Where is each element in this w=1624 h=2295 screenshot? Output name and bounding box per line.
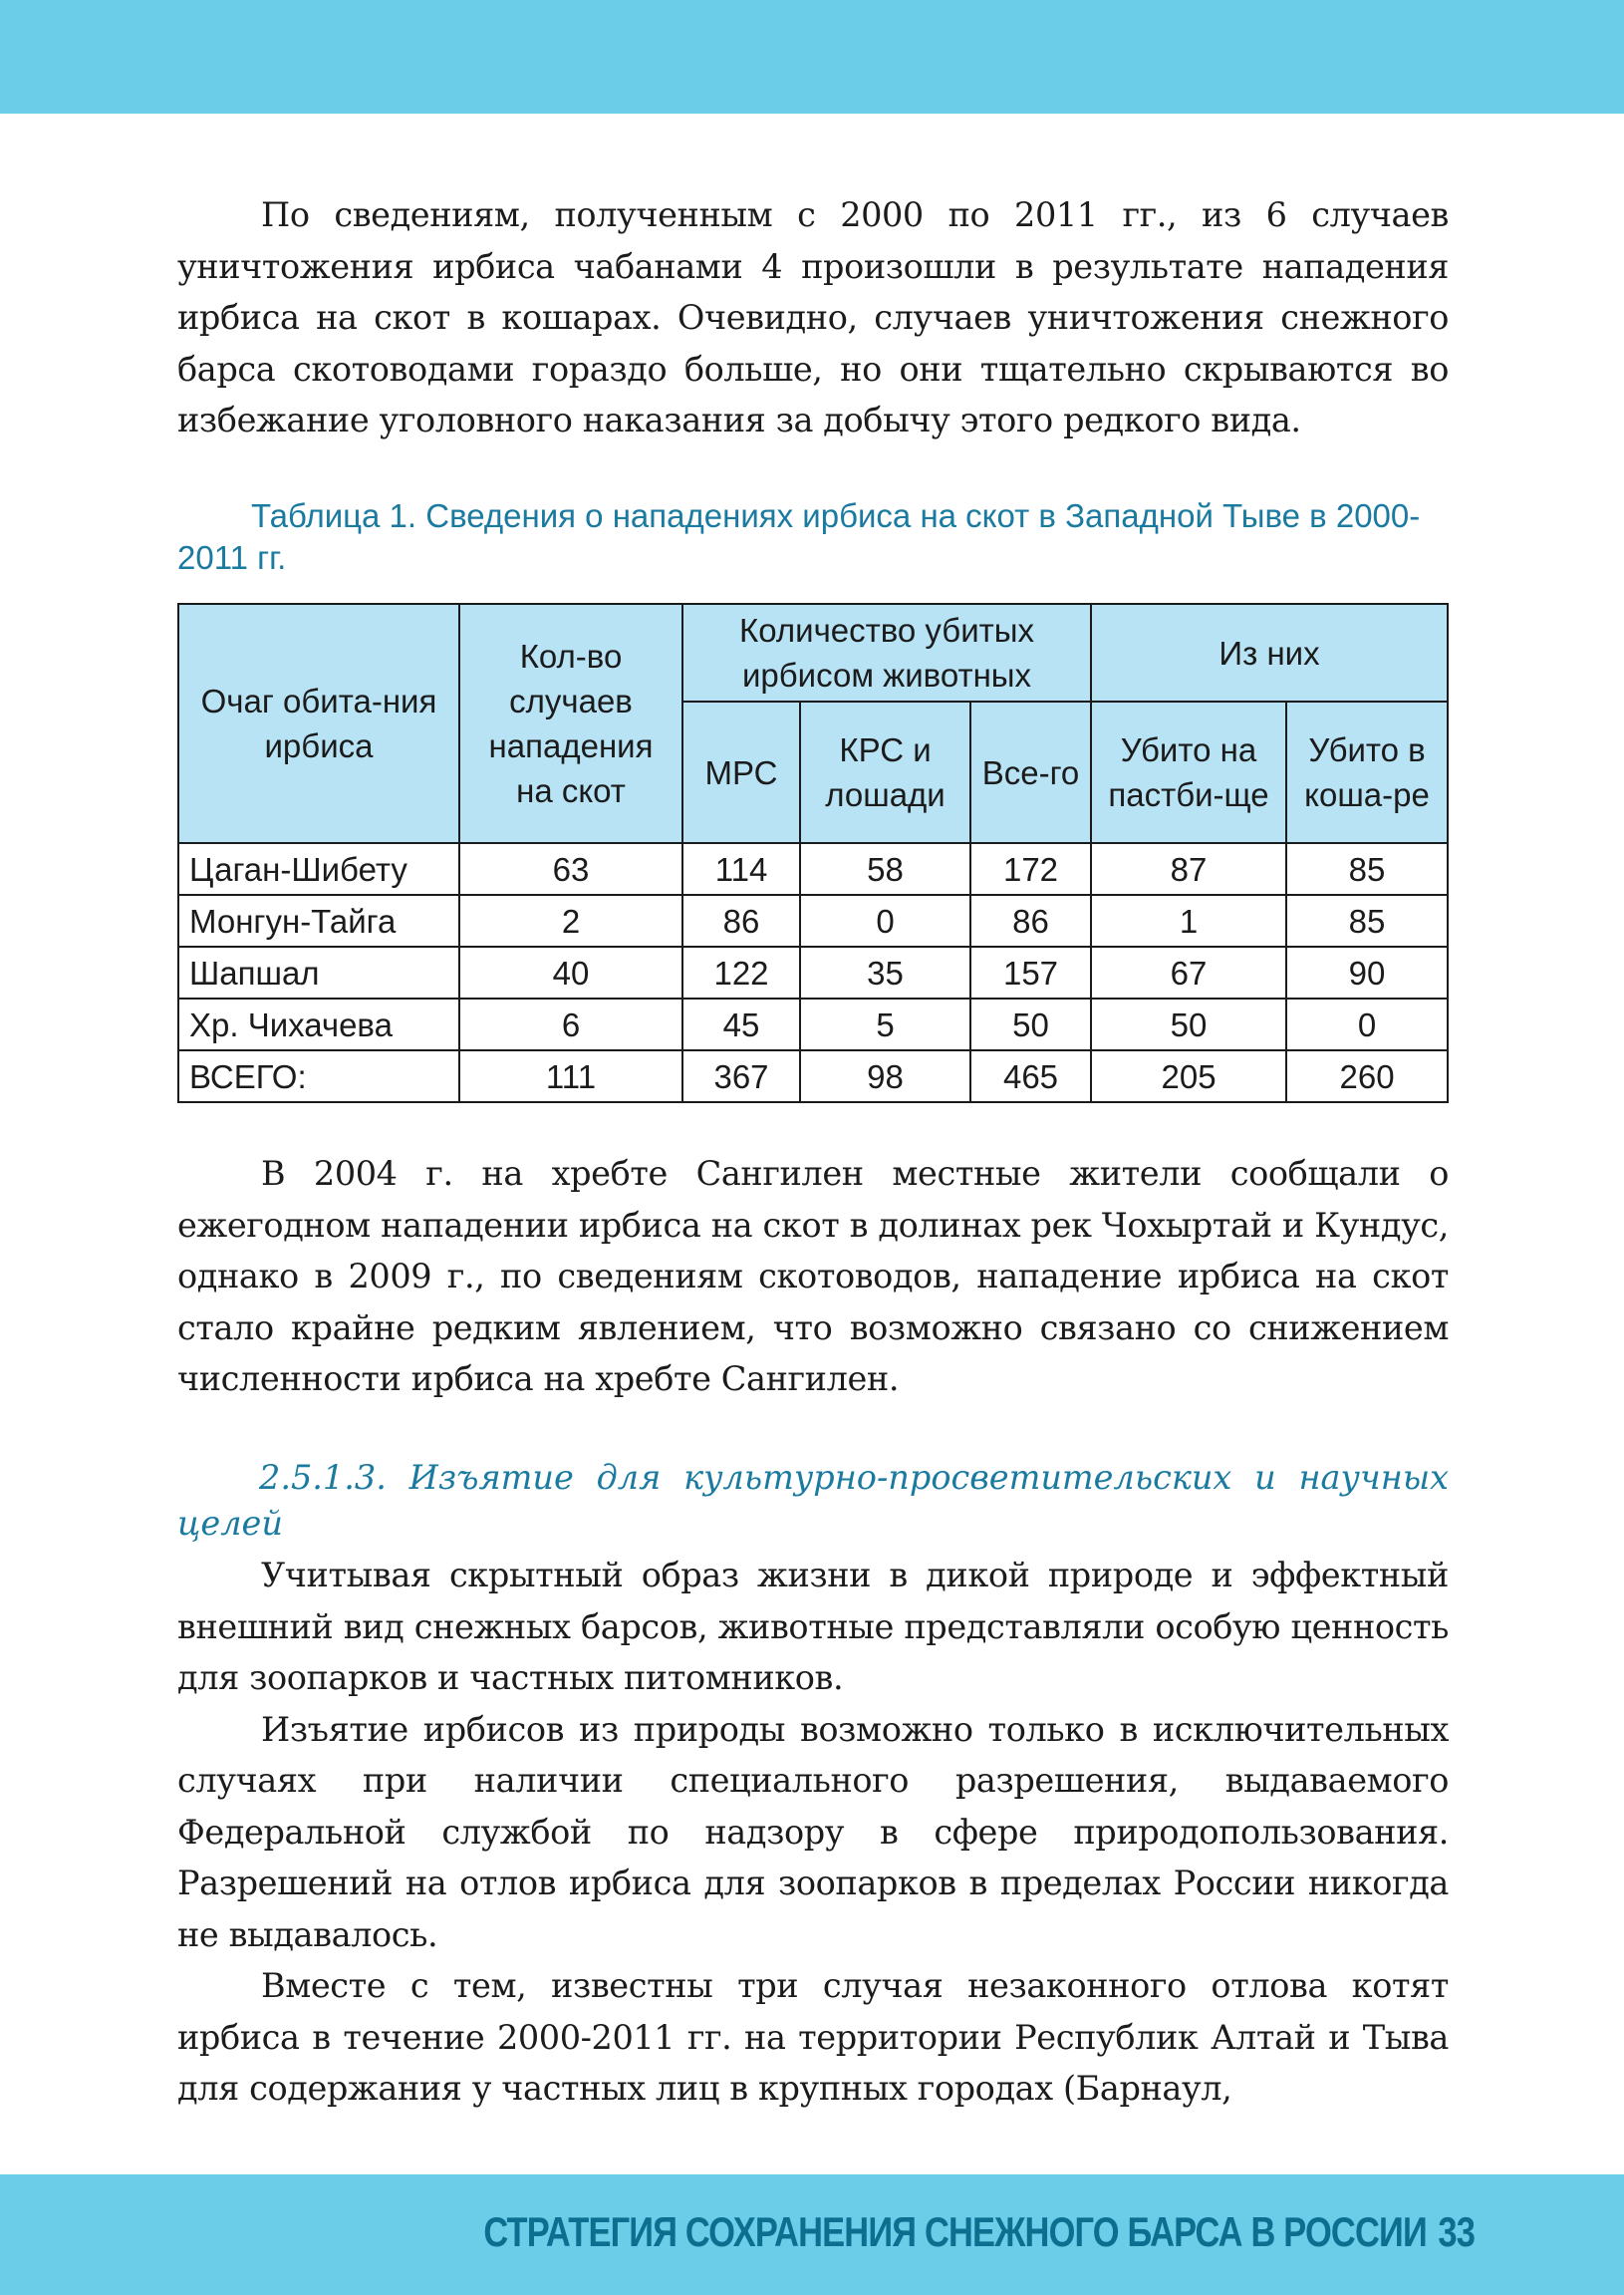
cell-total: 465: [970, 1050, 1091, 1102]
cell-krs: 35: [800, 947, 970, 999]
paragraph-5: Вместе с тем, известны три случая незаконного отлова котят ирбиса в течение 2000-2011 гг. на территории Республик Алтай и Тыва для содержания у частных лиц в крупных городах (Барнаул,: [177, 1966, 1449, 2108]
header-site: Очаг обита-ния ирбиса: [178, 604, 459, 843]
cell-site: Шапшал: [178, 947, 459, 999]
cell-cases: 111: [459, 1050, 682, 1102]
cell-koshara: 0: [1286, 999, 1448, 1050]
cell-total: 50: [970, 999, 1091, 1050]
footer-title: СТРАТЕГИЯ СОХРАНЕНИЯ СНЕЖНОГО БАРСА В РОССИИ: [483, 2208, 1427, 2255]
cell-pasture: 205: [1091, 1050, 1286, 1102]
cell-krs: 0: [800, 895, 970, 947]
header-mrs: МРС: [682, 702, 800, 843]
paragraph-2: В 2004 г. на хребте Сангилен местные жители сообщали о ежегодном нападении ирбиса на скот в долинах рек Чохыртай и Кундус, однако в 2009 г., по сведениям скотоводов, нападение ирбиса на скот стало крайне редким явлением, что возможно связано со снижением численности ирбиса на хребте Сангилен.: [177, 1154, 1449, 1398]
cell-koshara: 260: [1286, 1050, 1448, 1102]
cell-total: 86: [970, 895, 1091, 947]
page-number: 33: [1438, 2208, 1475, 2255]
paragraph-3: Учитывая скрытный образ жизни в дикой природе и эффектный внешний вид снежных барсов, животные представляли особую ценность для зоопарков и частных питомников.: [177, 1556, 1449, 1697]
middle-paragraph-block: [177, 1148, 1449, 1405]
cell-pasture: 87: [1091, 843, 1286, 895]
cell-site: Цаган-Шибету: [178, 843, 459, 895]
cell-krs: 58: [800, 843, 970, 895]
cell-cases: 6: [459, 999, 682, 1050]
intro-paragraph-block: [177, 189, 1449, 446]
table-row: [178, 843, 1448, 895]
paragraph-1: По сведениям, полученным с 2000 по 2011 гг., из 6 случаев уничтожения ирбиса чабанами 4 произошли в результате нападения ирбиса на скот в кошарах. Очевидно, случаев уничтожения снежного барса скотоводами гораздо больше, но они тщательно скрываются во избежание уголовного наказания за добычу этого редкого вида.: [177, 195, 1449, 439]
lower-paragraph-block: [177, 1550, 1449, 2115]
cell-site: ВСЕГО:: [178, 1050, 459, 1102]
table-row: [178, 999, 1448, 1050]
section-heading: 2.5.1.3. Изъятие для культурно-просветительских и научных целей: [177, 1458, 1449, 1543]
cell-krs: 5: [800, 999, 970, 1050]
header-cases: Кол-во случаев нападения на скот: [459, 604, 682, 843]
cell-pasture: 1: [1091, 895, 1286, 947]
header-of-them-group: Из них: [1091, 604, 1448, 702]
cell-koshara: 85: [1286, 843, 1448, 895]
header-total: Все-го: [970, 702, 1091, 843]
table-caption: Таблица 1. Сведения о нападениях ирбиса на скот в Западной Тыве в 2000-2011 гг.: [177, 497, 1421, 576]
table-row: [178, 895, 1448, 947]
top-color-band: [0, 0, 1624, 114]
header-koshara: Убито в коша-ре: [1286, 702, 1448, 843]
cell-cases: 2: [459, 895, 682, 947]
cell-cases: 63: [459, 843, 682, 895]
cell-pasture: 50: [1091, 999, 1286, 1050]
cell-mrs: 367: [682, 1050, 800, 1102]
livestock-attacks-table: [177, 603, 1449, 1103]
running-footer: [483, 2208, 1475, 2256]
table-row: [178, 947, 1448, 999]
cell-mrs: 122: [682, 947, 800, 999]
cell-krs: 98: [800, 1050, 970, 1102]
header-pasture: Убито на пастби-ще: [1091, 702, 1286, 843]
cell-mrs: 86: [682, 895, 800, 947]
cell-koshara: 90: [1286, 947, 1448, 999]
cell-mrs: 114: [682, 843, 800, 895]
cell-pasture: 67: [1091, 947, 1286, 999]
header-krs: КРС и лошади: [800, 702, 970, 843]
header-killed-group: Количество убитых ирбисом животных: [682, 604, 1091, 702]
cell-koshara: 85: [1286, 895, 1448, 947]
cell-mrs: 45: [682, 999, 800, 1050]
table-row-total: [178, 1050, 1448, 1102]
cell-site: Хр. Чихачева: [178, 999, 459, 1050]
paragraph-4: Изъятие ирбисов из природы возможно только в исключительных случаях при наличии специального разрешения, выдаваемого Федеральной службой по надзору в сфере природопользования. Разрешений на отлов ирбиса для зоопарков в пределах России никогда не выдавалось.: [177, 1709, 1449, 1954]
cell-total: 172: [970, 843, 1091, 895]
cell-cases: 40: [459, 947, 682, 999]
cell-site: Монгун-Тайга: [178, 895, 459, 947]
cell-total: 157: [970, 947, 1091, 999]
